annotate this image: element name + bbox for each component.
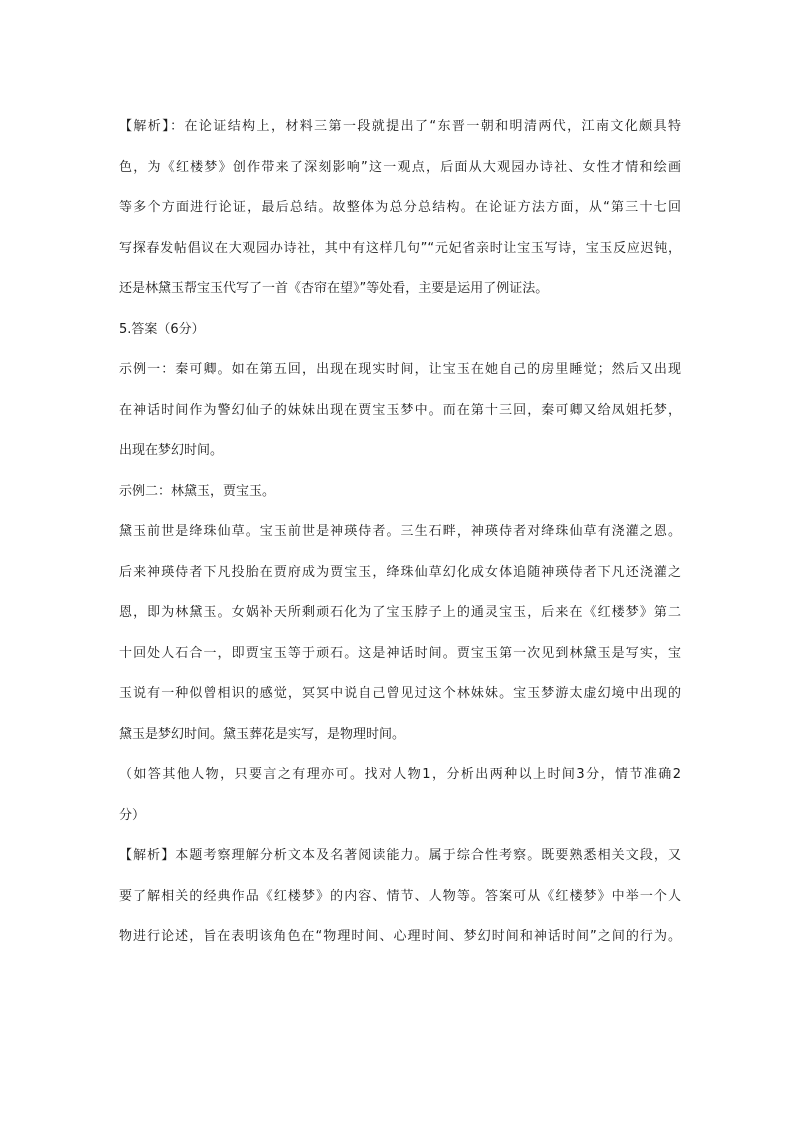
text-line: 物进行论述，旨在表明该角色在“物理时间、心理时间、梦幻时间和神话时间”之间的行为。 [119,929,681,944]
text-line: 示例二：林黛玉，贾宝玉。 [119,483,276,499]
text-line: 写探春发帖倡议在大观园办诗社，其中有这样几句”“元妃省亲时让宝玉写诗，宝玉反应迟钝， [119,240,681,256]
text-line: 【解析】本题考察理解分析文本及名著阅读能力。属于综合性考察。既要熟悉相关文段，又 [119,848,681,863]
text-line: 还是林黛玉帮宝玉代写了一首《杏帘在望》”等处看，主要是运用了例证法。 [119,281,549,296]
text-line: （如答其他人物，只要言之有理亦可。找对人物1，分析出两种以上时间3分，情节准确2 [119,767,681,782]
text-line: 黛玉是梦幻时间。黛玉葬花是实写，是物理时间。 [119,726,406,742]
text-line: 在神话时间作为警幻仙子的妹妹出现在贾宝玉梦中。而在第十三回，秦可卿又给凤姐托梦， [119,402,681,418]
text-line: 【解析】：在论证结构上，材料三第一段就提出了“东晋一朝和明清两代，江南文化颇具特 [119,119,681,134]
text-line: 分） [119,807,146,823]
document-body [119,107,681,958]
text-line: 玉说有一种似曾相识的感觉，冥冥中说自己曾见过这个林妹妹。宝玉梦游太虚幻境中出现的 [119,686,681,701]
text-line: 色，为《红楼梦》创作带来了深刻影响”这一观点，后面从大观园办诗社、女性才情和绘画 [119,159,681,175]
text-line: 后来神瑛侍者下凡投胎在贾府成为贾宝玉，绛珠仙草幻化成女体追随神瑛侍者下凡还浇灌之 [119,564,681,580]
text-line: 恩，即为林黛玉。女娲补天所剩顽石化为了宝玉脖子上的通灵宝玉，后来在《红楼梦》第二 [119,605,681,620]
text-line: 十回处人石合一，即贾宝玉等于顽石。这是神话时间。贾宝玉第一次见到林黛玉是写实，宝 [119,645,681,661]
answer-heading: 5.答案（6分） [119,321,205,337]
text-line: 出现在梦幻时间。 [119,443,224,458]
text-line: 示例一：秦可卿。如在第五回，出现在现实时间，让宝玉在她自己的房里睡觉；然后又出现 [119,362,681,377]
text-line: 黛玉前世是绛珠仙草。宝玉前世是神瑛侍者。三生石畔，神瑛侍者对绛珠仙草有浇灌之恩。 [119,524,681,539]
text-line: 等多个方面进行论证，最后总结。故整体为总分总结构。在论证方法方面，从“第三十七回 [119,200,681,215]
text-line: 要了解相关的经典作品《红楼梦》的内容、情节、人物等。答案可从《红楼梦》中举一个人 [119,888,681,904]
